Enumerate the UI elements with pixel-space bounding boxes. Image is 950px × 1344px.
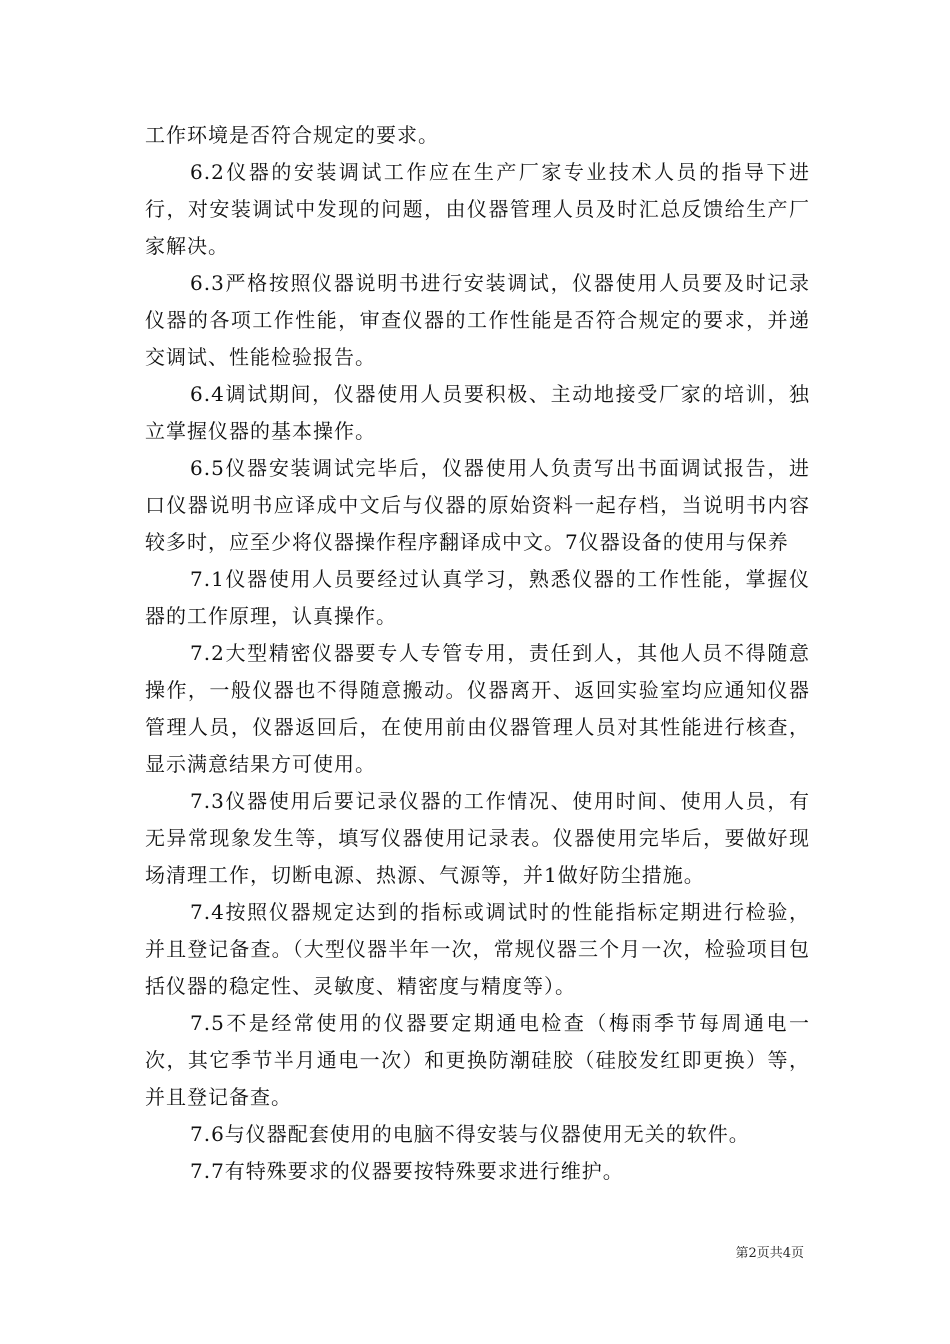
paragraph-6-4: 6.4调试期间，仪器使用人员要积极、主动地接受厂家的培训，独立掌握仪器的基本操作。 (145, 382, 810, 443)
document-body (145, 117, 810, 1190)
page-number-footer: 第2页共4页 (735, 1246, 804, 1261)
paragraph-7-3: 7.3仪器使用后要记录仪器的工作情况、使用时间、使用人员，有无异常现象发生等，填写仪器使用记录表。仪器使用完毕后，要做好现场清理工作，切断电源、热源、气源等，并1做好防尘措施。 (145, 789, 810, 887)
paragraph-7-4: 7.4按照仪器规定达到的指标或调试时的性能指标定期进行检验，并且登记备查。（大型仪器半年一次，常规仪器三个月一次，检验项目包括仪器的稳定性、灵敏度、精密度与精度等）。 (145, 900, 810, 998)
paragraph-7-6: 7.6与仪器配套使用的电脑不得安装与仪器使用无关的软件。 (190, 1122, 750, 1146)
paragraph-continuation: 工作环境是否符合规定的要求。 (145, 123, 439, 147)
paragraph-7-5: 7.5不是经常使用的仪器要定期通电检查（梅雨季节每周通电一次，其它季节半月通电一次）和更换防潮硅胶（硅胶发红即更换）等，并且登记备查。 (145, 1011, 810, 1109)
paragraph-7-2: 7.2大型精密仪器要专人专管专用，责任到人，其他人员不得随意操作，一般仪器也不得随意搬动。仪器离开、返回实验室均应通知仪器管理人员，仪器返回后，在使用前由仪器管理人员对其性能进行核查，显示满意结果方可使用。 (145, 641, 810, 776)
paragraph-7-7: 7.7有特殊要求的仪器要按特殊要求进行维护。 (190, 1159, 624, 1183)
paragraph-7-1: 7.1仪器使用人员要经过认真学习，熟悉仪器的工作性能，掌握仪器的工作原理，认真操作。 (145, 567, 810, 628)
paragraph-6-3: 6.3严格按照仪器说明书进行安装调试，仪器使用人员要及时记录仪器的各项工作性能，审查仪器的工作性能是否符合规定的要求，并递交调试、性能检验报告。 (145, 271, 810, 369)
paragraph-6-2: 6.2仪器的安装调试工作应在生产厂家专业技术人员的指导下进行，对安装调试中发现的问题，由仪器管理人员及时汇总反馈给生产厂家解决。 (145, 160, 810, 258)
paragraph-6-5: 6.5仪器安装调试完毕后，仪器使用人负责写出书面调试报告，进口仪器说明书应译成中文后与仪器的原始资料一起存档，当说明书内容较多时，应至少将仪器操作程序翻译成中文。7仪器设备的使用与保养 (145, 456, 810, 554)
